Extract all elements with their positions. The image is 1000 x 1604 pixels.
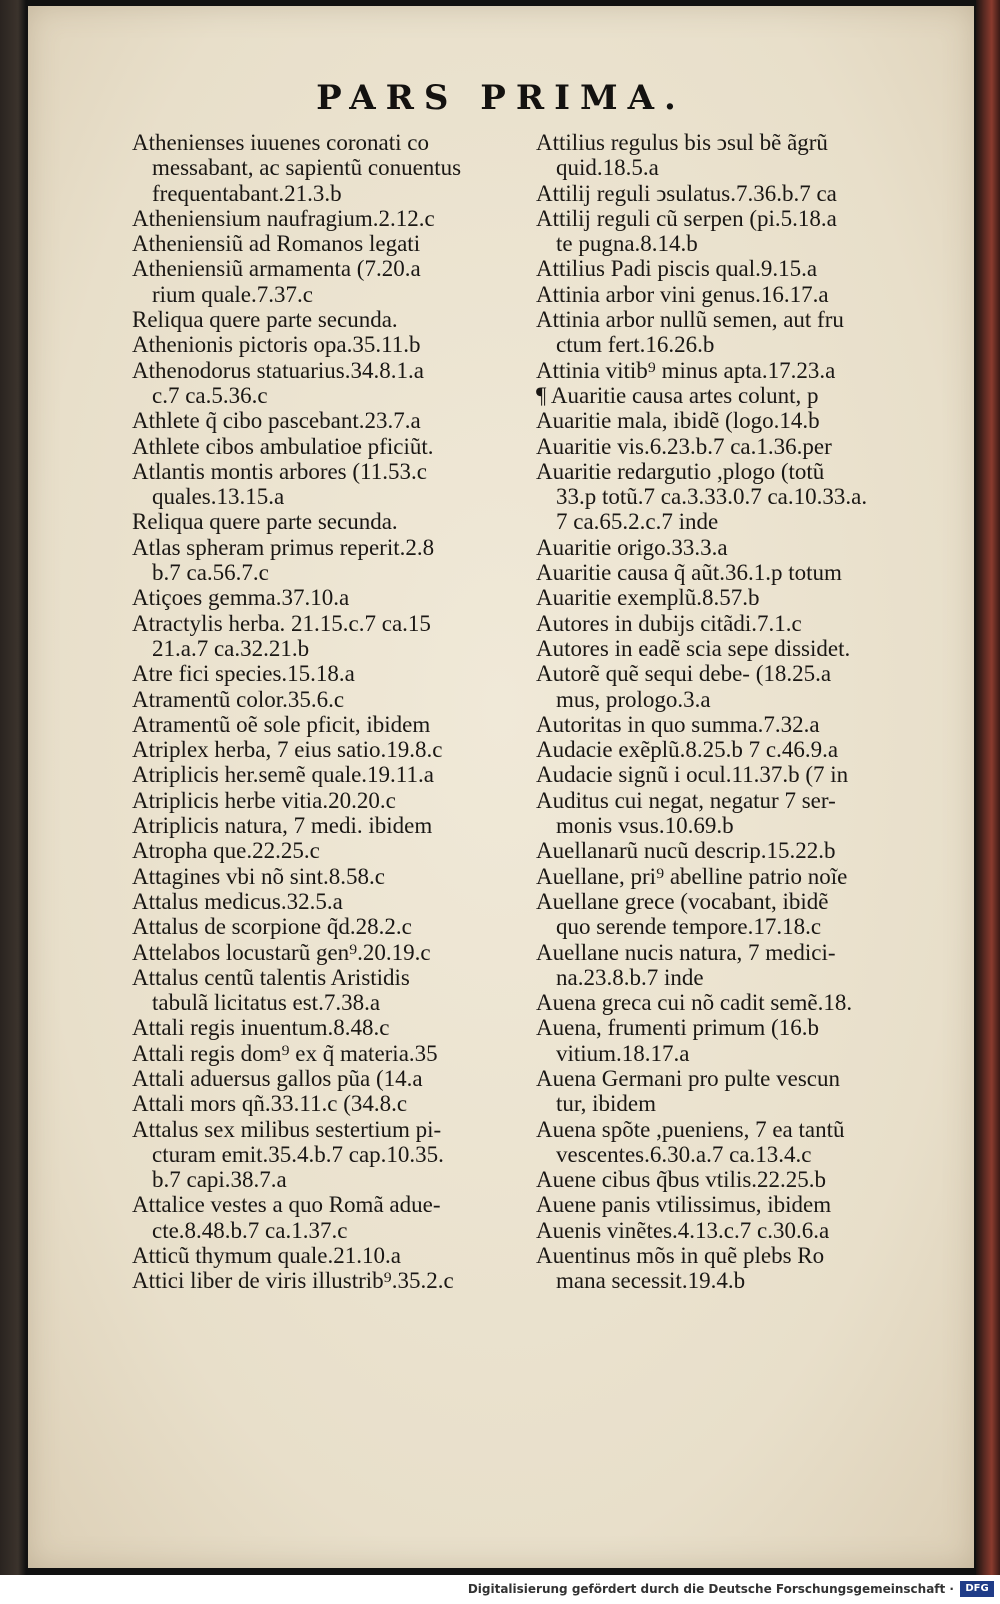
index-entry-line: Attali regis inuentum.8.48.c — [132, 1015, 390, 1041]
index-entry-line: Atramentũ color.35.6.c — [132, 686, 345, 712]
index-entry-line: Auaritie causa q̃ aũt.36.1.p totum — [536, 560, 842, 586]
index-entry-line: Attalus de scorpione q̃d.28.2.c — [132, 914, 412, 940]
index-entry-line: Athlete cibos ambulatioe pficiũt. — [132, 433, 434, 459]
index-entry-line: Auditus cui negat, negatur 7 ser- — [536, 787, 836, 813]
index-entry-line: Auaritie mala, ibidẽ (logo.14.b — [536, 408, 820, 434]
index-entry-line: mus, prologo.3.a — [556, 686, 711, 712]
index-entry-line: Auentinus mõs in quẽ plebs Ro — [536, 1243, 825, 1269]
index-entry-line: Auena spõte ,pueniens, 7 ea tantũ — [536, 1116, 845, 1142]
index-entry-line: Attalus medicus.32.5.a — [132, 888, 343, 914]
index-entry-line: tabulã licitatus est.7.38.a — [152, 990, 381, 1016]
index-entry-line: Atropha que.22.25.c — [132, 838, 320, 864]
index-entry-line: Attilius regulus bis ↄsul bẽ ãgrũ — [536, 130, 828, 155]
index-entry-line: Autoritas in quo summa.7.32.a — [536, 711, 820, 737]
index-entry-line: Atramentũ oẽ sole pficit, ibidem — [132, 711, 431, 737]
footer-bar — [0, 1575, 1000, 1604]
index-entry-line: b.7 capi.38.7.a — [152, 1167, 287, 1193]
dfg-logo-icon: DFG — [960, 1581, 994, 1597]
index-entry-line: Attali aduersus gallos pũa (14.a — [132, 1065, 423, 1091]
footer-credit: Digitalisierung gefördert durch die Deutsche Forschungsgemeinschaft · — [467, 1582, 954, 1596]
index-entry-line: Auaritie origo.33.3.a — [536, 534, 728, 560]
index-entry-line: Atiçoes gemma.37.10.a — [132, 585, 350, 611]
index-entry-line: te pugna.8.14.b — [556, 231, 698, 257]
index-entry-line: Atheniensium naufragium.2.12.c — [132, 205, 435, 231]
right-column — [536, 130, 956, 1294]
index-entry-line: Attici liber de viris illustrib⁹.35.2.c — [132, 1268, 454, 1294]
book-spine — [976, 0, 1000, 1575]
index-entry-line: Attagines vbi nõ sint.8.58.c — [132, 863, 385, 889]
index-entry-line: Attilius Padi piscis qual.9.15.a — [536, 256, 818, 282]
index-entry-line: Atriplicis natura, 7 medi. ibidem — [132, 813, 433, 839]
index-entry-line: Auellane, pri⁹ abelline patrio noĩe — [536, 863, 848, 889]
index-entry-line: ctum fert.16.26.b — [556, 332, 715, 358]
index-entry-line: Reliqua quere parte secunda. — [132, 509, 398, 535]
index-entry-line: Attalus centũ talentis Aristidis — [132, 964, 410, 990]
index-entry-line: Auene panis vtilissimus, ibidem — [536, 1192, 832, 1218]
index-entry-line: vitium.18.17.a — [556, 1040, 690, 1066]
index-entry-line: Attilij reguli cũ serpen (pi.5.18.a — [536, 205, 837, 231]
index-entry-line: monis vsus.10.69.b — [556, 813, 734, 839]
index-entry-line: Athlete q̃ cibo pascebant.23.7.a — [132, 408, 421, 434]
index-entry-line: 33.p totũ.7 ca.3.33.0.7 ca.10.33.a. — [556, 484, 868, 510]
index-entry-line: Attinia arbor vini genus.16.17.a — [536, 281, 829, 307]
index-entry-line: vescentes.6.30.a.7 ca.13.4.c — [556, 1141, 812, 1167]
index-entry-line: Atticũ thymum quale.21.10.a — [132, 1243, 401, 1269]
index-entry-line: Reliqua quere parte secunda. — [132, 307, 398, 333]
index-entry-line: Attali mors qñ.33.11.c (34.8.c — [132, 1091, 408, 1117]
index-entry-line: Atheniensiũ armamenta (7.20.a — [132, 256, 421, 282]
index-entry-line: Atheniensiũ ad Romanos legati — [132, 231, 421, 257]
index-entry-line: quid.18.5.a — [556, 155, 659, 181]
index-entry-line: Auaritie vis.6.23.b.7 ca.1.36.per — [536, 433, 832, 459]
index-entry-line: 21.a.7 ca.32.21.b — [152, 635, 310, 661]
index-entry-line: Attinia arbor nullũ semen, aut fru — [536, 307, 844, 333]
index-entry-line: Attinia vitib⁹ minus apta.17.23.a — [536, 357, 836, 383]
index-entry-line: Atriplicis herbe vitia.20.20.c — [132, 787, 396, 813]
index-entry-line: cturam emit.35.4.b.7 cap.10.35. — [152, 1141, 444, 1167]
index-entry-line: Auaritie redargutio ,plogo (totũ — [536, 458, 825, 484]
index-entry-line: Attelabos locustarũ gen⁹.20.19.c — [132, 939, 431, 965]
index-entry-line: Atriplicis her.semẽ quale.19.11.a — [132, 762, 434, 788]
index-entry-line: Auellane nucis natura, 7 medici- — [536, 939, 836, 965]
index-entry-line: Atlas spheram primus reperit.2.8 — [132, 534, 435, 560]
index-entry-line: c.7 ca.5.36.c — [152, 382, 268, 408]
index-entry-line: Auaritie exemplũ.8.57.b — [536, 585, 760, 611]
index-entry-line: quales.13.15.a — [152, 484, 285, 510]
index-entry-line: Attalus sex milibus sestertium pi- — [132, 1116, 442, 1142]
index-entry-line: Athenienses iuuenes coronati co — [132, 130, 429, 155]
index-entry-line: rium quale.7.37.c — [152, 281, 313, 307]
index-entry-line: Auena Germani pro pulte vescun — [536, 1065, 841, 1091]
index-entry-line: Autorẽ quẽ sequi debe- (18.25.a — [536, 661, 832, 687]
book-page — [28, 6, 974, 1568]
index-entry-line: Auena greca cui nõ cadit semẽ.18. — [536, 990, 853, 1016]
index-entry-line: ¶ Auaritie causa artes colunt, p — [536, 382, 819, 408]
index-entry-line: quo serende tempore.17.18.c — [556, 914, 822, 940]
index-entry-line: na.23.8.b.7 inde — [556, 964, 704, 990]
index-entry-line: Auenis vinẽtes.4.13.c.7 c.30.6.a — [536, 1217, 830, 1243]
index-entry-line: Athenodorus statuarius.34.8.1.a — [132, 357, 424, 383]
index-entry-line: Attilij reguli ↄsulatus.7.36.b.7 ca — [536, 180, 837, 206]
index-entry-line: Atre fici species.15.18.a — [132, 661, 355, 687]
index-entry-line: mana secessit.19.4.b — [556, 1268, 746, 1294]
index-entry-line: tur, ibidem — [556, 1091, 657, 1117]
index-entry-line: Athenionis pictoris opa.35.11.b — [132, 332, 421, 358]
index-entry-line: messabant, ac sapientũ conuentus — [152, 155, 462, 181]
index-entry-line: b.7 ca.56.7.c — [152, 560, 269, 586]
index-entry-line: Atriplex herba, 7 eius satio.19.8.c — [132, 737, 443, 763]
index-entry-line: Audacie signũ i ocul.11.37.b (7 in — [536, 762, 849, 788]
index-entry-line: Attali regis dom⁹ ex q̃ materia.35 — [132, 1040, 438, 1066]
index-entry-line: Atractylis herba. 21.15.c.7 ca.15 — [132, 610, 431, 636]
index-entry-line: Auena, frumenti primum (16.b — [536, 1015, 819, 1041]
index-entry-line: Audacie exẽplũ.8.25.b 7 c.46.9.a — [536, 737, 839, 763]
index-entry-line: Auellane grece (vocabant, ibidẽ — [536, 888, 829, 914]
index-entry-line: 7 ca.65.2.c.7 inde — [556, 509, 719, 535]
index-entry-line: Attalice vestes a quo Romã adue- — [132, 1192, 441, 1218]
index-entry-line: Autores in eadẽ scia sepe dissidet. — [536, 635, 851, 661]
page-header: PARS PRIMA. — [316, 78, 686, 118]
index-entry-line: Autores in dubijs citãdi.7.1.c — [536, 610, 802, 636]
index-entry-line: cte.8.48.b.7 ca.1.37.c — [152, 1217, 348, 1243]
index-entry-line: frequentabant.21.3.b — [152, 180, 342, 206]
index-entry-line: Atlantis montis arbores (11.53.c — [132, 458, 427, 484]
index-entry-line: Auene cibus q̃bus vtilis.22.25.b — [536, 1167, 827, 1193]
left-column — [132, 130, 542, 1294]
index-entry-line: Auellanarũ nucũ descrip.15.22.b — [536, 838, 836, 864]
